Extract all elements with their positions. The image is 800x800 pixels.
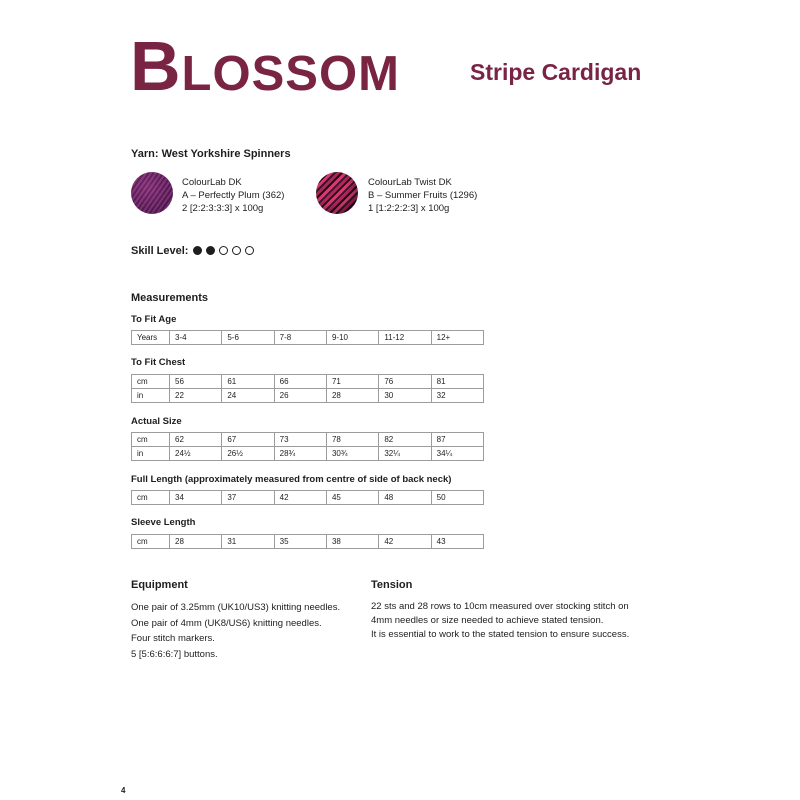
table-cell: 34¼ — [431, 447, 483, 461]
table-cell: 37 — [222, 491, 274, 505]
yarn-a-swatch-image — [131, 172, 173, 214]
tension-heading: Tension — [371, 579, 413, 591]
yarn-a-details — [182, 176, 284, 215]
equipment-list — [131, 600, 340, 662]
row-unit: cm — [132, 375, 170, 389]
row-unit: in — [132, 447, 170, 461]
table-cell: 35 — [274, 535, 326, 549]
age-table — [131, 330, 484, 345]
skill-dot-icon — [206, 246, 215, 255]
yarn-b-details — [368, 176, 477, 215]
table-cell: 66 — [274, 375, 326, 389]
table-cell: 24½ — [170, 447, 222, 461]
table-cell: 12+ — [431, 331, 483, 345]
yarn-label: Yarn: West Yorkshire Spinners — [131, 148, 291, 160]
table-row — [132, 389, 484, 403]
equipment-item: 5 [5:6:6:6:7] buttons. — [131, 648, 218, 660]
yarn-b-swatch-image — [316, 172, 358, 214]
table-cell: 30¾ — [326, 447, 378, 461]
equipment-item: One pair of 3.25mm (UK10/US3) knitting needles. — [131, 602, 341, 613]
table-cell: 82 — [379, 433, 431, 447]
table-cell: 34 — [170, 491, 222, 505]
table-title-actual-size: Actual Size — [131, 416, 182, 427]
table-cell: 50 — [431, 491, 483, 505]
table-cell: 11-12 — [379, 331, 431, 345]
equipment-item: Four stitch markers. — [131, 633, 215, 644]
table-row — [132, 447, 484, 461]
table-title-full-length: Full Length (approximately measured from centre of side of back neck) — [131, 474, 452, 485]
row-unit: cm — [132, 433, 170, 447]
equipment-item: One pair of 4mm (UK8/US6) knitting needles. — [131, 617, 322, 629]
chest-table — [131, 374, 484, 403]
table-cell: 78 — [326, 433, 378, 447]
table-cell: 87 — [431, 433, 483, 447]
table-cell: 67 — [222, 433, 274, 447]
table-row — [132, 375, 484, 389]
table-cell: 56 — [170, 375, 222, 389]
table-cell: 28¾ — [274, 447, 326, 461]
table-cell: 32 — [431, 389, 483, 403]
measurements-heading: Measurements — [131, 292, 209, 304]
yarn-b-quantity: 1 [1:2:2:2:3] x 100g — [368, 203, 450, 214]
equipment-heading: Equipment — [131, 579, 188, 591]
yarn-a-name: ColourLab DK — [182, 177, 242, 188]
table-cell: 28 — [326, 389, 378, 403]
table-title-sleeve-length: Sleeve Length — [131, 517, 196, 528]
table-cell: 7-8 — [274, 331, 326, 345]
skill-dot-icon — [245, 246, 254, 255]
table-row — [132, 331, 484, 345]
actual-size-table — [131, 432, 484, 461]
tension-text — [371, 600, 629, 642]
tension-line: 22 sts and 28 rows to 10cm measured over stocking stitch on — [371, 601, 629, 612]
table-cell: 62 — [170, 433, 222, 447]
table-cell: 42 — [379, 535, 431, 549]
yarn-a-shade: A – Perfectly Plum (362) — [182, 190, 285, 201]
table-cell: 3-4 — [170, 331, 222, 345]
table-cell: 28 — [170, 535, 222, 549]
table-cell: 26 — [274, 389, 326, 403]
row-unit: in — [132, 389, 170, 403]
table-row — [132, 491, 484, 505]
row-unit: cm — [132, 535, 170, 549]
table-row — [132, 433, 484, 447]
yarn-b-name: ColourLab Twist DK — [368, 177, 452, 188]
table-cell: 73 — [274, 433, 326, 447]
skill-level-label: Skill Level: — [131, 245, 189, 257]
row-unit: Years — [132, 331, 170, 345]
table-cell: 31 — [222, 535, 274, 549]
yarn-a-quantity: 2 [2:2:3:3:3] x 100g — [182, 203, 264, 214]
table-row — [132, 535, 484, 549]
table-cell: 30 — [379, 389, 431, 403]
table-cell: 43 — [431, 535, 483, 549]
skill-level-rating — [193, 246, 254, 255]
table-cell: 45 — [326, 491, 378, 505]
table-cell: 48 — [379, 491, 431, 505]
row-unit: cm — [132, 491, 170, 505]
tension-line: It is essential to work to the stated tension to ensure success. — [371, 629, 630, 640]
table-cell: 5-6 — [222, 331, 274, 345]
table-cell: 76 — [379, 375, 431, 389]
table-cell: 42 — [274, 491, 326, 505]
table-title-age: To Fit Age — [131, 314, 177, 325]
table-cell: 61 — [222, 375, 274, 389]
table-cell: 26½ — [222, 447, 274, 461]
yarn-b-shade: B – Summer Fruits (1296) — [368, 190, 478, 201]
table-cell: 22 — [170, 389, 222, 403]
table-title-chest: To Fit Chest — [131, 357, 186, 368]
skill-dot-icon — [232, 246, 241, 255]
page-subtitle: Stripe Cardigan — [470, 59, 642, 85]
table-cell: 71 — [326, 375, 378, 389]
full-length-table — [131, 490, 484, 505]
table-cell: 38 — [326, 535, 378, 549]
table-cell: 32¼ — [379, 447, 431, 461]
page-number: 4 — [121, 786, 126, 795]
tension-line: 4mm needles or size needed to achieve stated tension. — [371, 615, 604, 626]
table-cell: 81 — [431, 375, 483, 389]
skill-dot-icon — [193, 246, 202, 255]
skill-dot-icon — [219, 246, 228, 255]
page-title: Blossom — [130, 27, 400, 105]
sleeve-length-table — [131, 534, 484, 549]
table-cell: 24 — [222, 389, 274, 403]
table-cell: 9-10 — [326, 331, 378, 345]
